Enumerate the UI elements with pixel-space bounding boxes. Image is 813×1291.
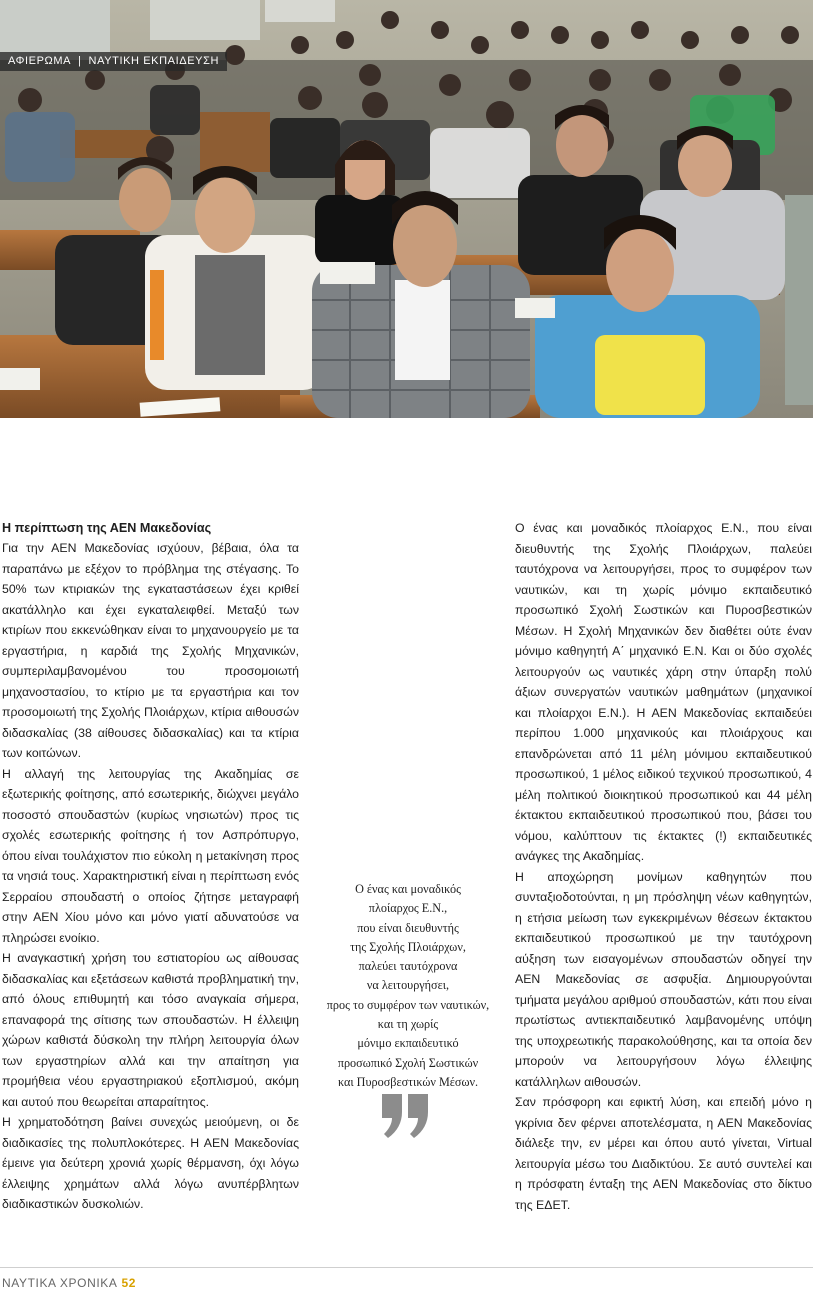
- section-separator: |: [78, 55, 82, 67]
- page-number: 52: [121, 1276, 137, 1290]
- section-label: ΑΦΙΕΡΩΜΑ: [8, 55, 72, 67]
- publication-name: ΝΑΥΤΙΚΑ ΧΡΟΝΙΚΑ: [2, 1276, 118, 1290]
- article-column-right: [515, 518, 812, 1215]
- footer-divider: [0, 1267, 813, 1268]
- article-paragraph: Για την ΑΕΝ Μακεδονίας ισχύουν, βέβαια, όλα τα παραπάνω με εξέχον το πρόβλημα της στέγασης. Το 50% των κτιριακών της εγκαταστάσεων έχει κριθεί ακατάλληλο και έχει εγκαταλειφθεί. Μεταξύ των κτιρίων που εκκενώθηκαν είναι το μηχανουργείο με τα εργαστήρια, η καρδιά της Σχολής Μηχανικών, συμπεριλαμβανομένου του προσομοιωτή μηχανοστασίου, το κτίριο με τα εργαστήρια και τον προσομοιωτή της Σχολής Πλοιάρχων, κτίρια αιθουσών διδασκαλίας (38 αίθουσες διδασκαλίας) και τα κτίρια των κοιτώνων.: [2, 541, 299, 760]
- article-paragraph: Η χρηματοδότηση βαίνει συνεχώς μειούμενη, οι δε διαδικασίες της πολυπλοκότερες. Η ΑΕΝ Μακεδονίας έμεινε για δεύτερη χρονιά χωρίς θέρμανση, όχι λόγω έλλειψης χρημάτων αλλά λόγω ανυπέρβλητων διαδικαστικών δυσκολιών.: [2, 1115, 299, 1211]
- section-topic: ΝΑΥΤΙΚΗ ΕΚΠΑΙΔΕΥΣΗ: [88, 55, 220, 67]
- section-tag: [0, 52, 227, 71]
- classroom-photo: [0, 0, 813, 418]
- article-paragraph: Η αλλαγή της λειτουργίας της Ακαδημίας σε εξωτερικής φοίτησης, από εσωτερικής, διώχνει μεγάλο ποσοστό σπουδαστών (κυρίως νησιωτών) προς τις σχολές εσωτερικής φοίτησης ή τον Ασπρόπυργο, όπου είναι τουλάχιστον πιο εύκολη η μετακίνηση προς τα νησιά τους. Χαρακτηριστική είναι η περίπτωση ενός Σερραίου σπουδαστή ο οποίος ζήτησε μεταγραφή στην ΑΕΝ Χίου μόνο και μόνο γιατί αδυνατούσε να πληρώσει ενοίκιο.: [2, 766, 299, 945]
- page-footer: [2, 1276, 136, 1290]
- article-paragraph: Ο ένας και μοναδικός πλοίαρχος Ε.Ν., που είναι διευθυντής της Σχολής Πλοιάρχων, παλεύει ταυτόχρονα να λειτουργήσει, προς το συμφέρον των ναυτικών, και τη χωρίς μόνιμο εκπαιδευτικό προσωπικό Σχολή Σωστικών και Πυροσβεστικών Μέσων. Η Σχολή Μηχανικών δεν διαθέτει ούτε έναν μόνιμο καθηγητή Α΄ μηχανικό Ε.Ν. Και οι δύο σχολές λειτουργούν ως ναυτικές χάρη στην ύπαρξη πολύ άξιων συνεργατών ναυτικών μαθημάτων (μηχανικοί και πλοίαρχοι Ε.Ν.). Η ΑΕΝ Μακεδονίας εκπαιδεύει περίπου 1.000 μηχανικούς και πλοιάρχους και επανδρώνεται από 11 μέλη μόνιμου εκπαιδευτικού προσωπικού, 1 μέλος ειδικού τεχνικού προσωπικού, 4 μέλη πολιτικού διοικητικού προσωπικού και 44 μέλη έκτακτου εκπαιδευτικού προσωπικού που, βάσει του νόμου, καλύπτουν τις έκτακτες (!) εκπαιδευτικές ανάγκες της Ακαδημίας.: [515, 521, 812, 863]
- article-heading: Η περίπτωση της ΑΕΝ Μακεδονίας: [2, 521, 212, 535]
- article-paragraph: Η αναγκαστική χρήση του εστιατορίου ως αίθουσας διδασκαλίας και εξετάσεων καθιστά προβληματική την, από όλους επιθυμητή και τόσο αναγκαία σήμερα, επαναφορά της σίτισης των σπουδαστών. Η έλλειψη χώρων καθιστά δύσκολη την πλήρη λειτουργία όλων των εργαστηρίων αλλά και την απαίτηση για προμήθεια νέου εργαστηριακού εξοπλισμού, ακόμη και αυτού που θεωρείται απαραίτητος.: [2, 951, 299, 1109]
- article-paragraph: Σαν πρόσφορη και εφικτή λύση, και επειδή μόνο η γκρίνια δεν φέρνει αποτελέσματα, η ΑΕΝ Μακεδονίας διάλεξε την, εν μέρει και όπου αυτό γίνεται, Virtual λειτουργία μέσω του Διαδικτύου. Σε αυτό συντελεί και η πρόσφατη ένταξη της ΑΕΝ Μακεδονίας στο δίκτυο της ΕΔΕΤ.: [515, 1095, 812, 1212]
- pull-quote: Ο ένας και μοναδικός πλοίαρχος Ε.Ν., που είναι διευθυντής της Σχολής Πλοιάρχων, παλεύει ταυτόχρονα να λειτουργήσει, προς το συμφέρον των ναυτικών, και τη χωρίς μόνιμο εκπαιδευτικό προσωπικό Σχολή Σωστικών και Πυροσβεστικών Μέσων.: [326, 882, 490, 1089]
- article-paragraph: Η αποχώρηση μονίμων καθηγητών που συνταξιοδοτούνται, η μη πρόσληψη νέων καθηγητών, η ετήσια μείωση των εγκεκριμένων θέσεων έκτακτου εκπαιδευτικού προσωπικού με την ταυτόχρονη αύξηση των εισαγομένων σπουδαστών οδηγεί την ΑΕΝ Μακεδονίας σε ασφυξία. Δημιουργούνται τμήματα μεγάλου αριθμού σπουδαστών, κάτι που είναι πρωτίστως αντιεκπαιδευτικό λαμβανομένης υπόψη της υποχρεωτικής παρακολούθησης, και τα οποία δεν μπορούν να λειτουργήσουν λόγω έλλειψης κατάλληλων αιθουσών.: [515, 869, 812, 1089]
- article-column-left: [2, 518, 299, 1215]
- closing-quote-icon: [380, 1092, 432, 1138]
